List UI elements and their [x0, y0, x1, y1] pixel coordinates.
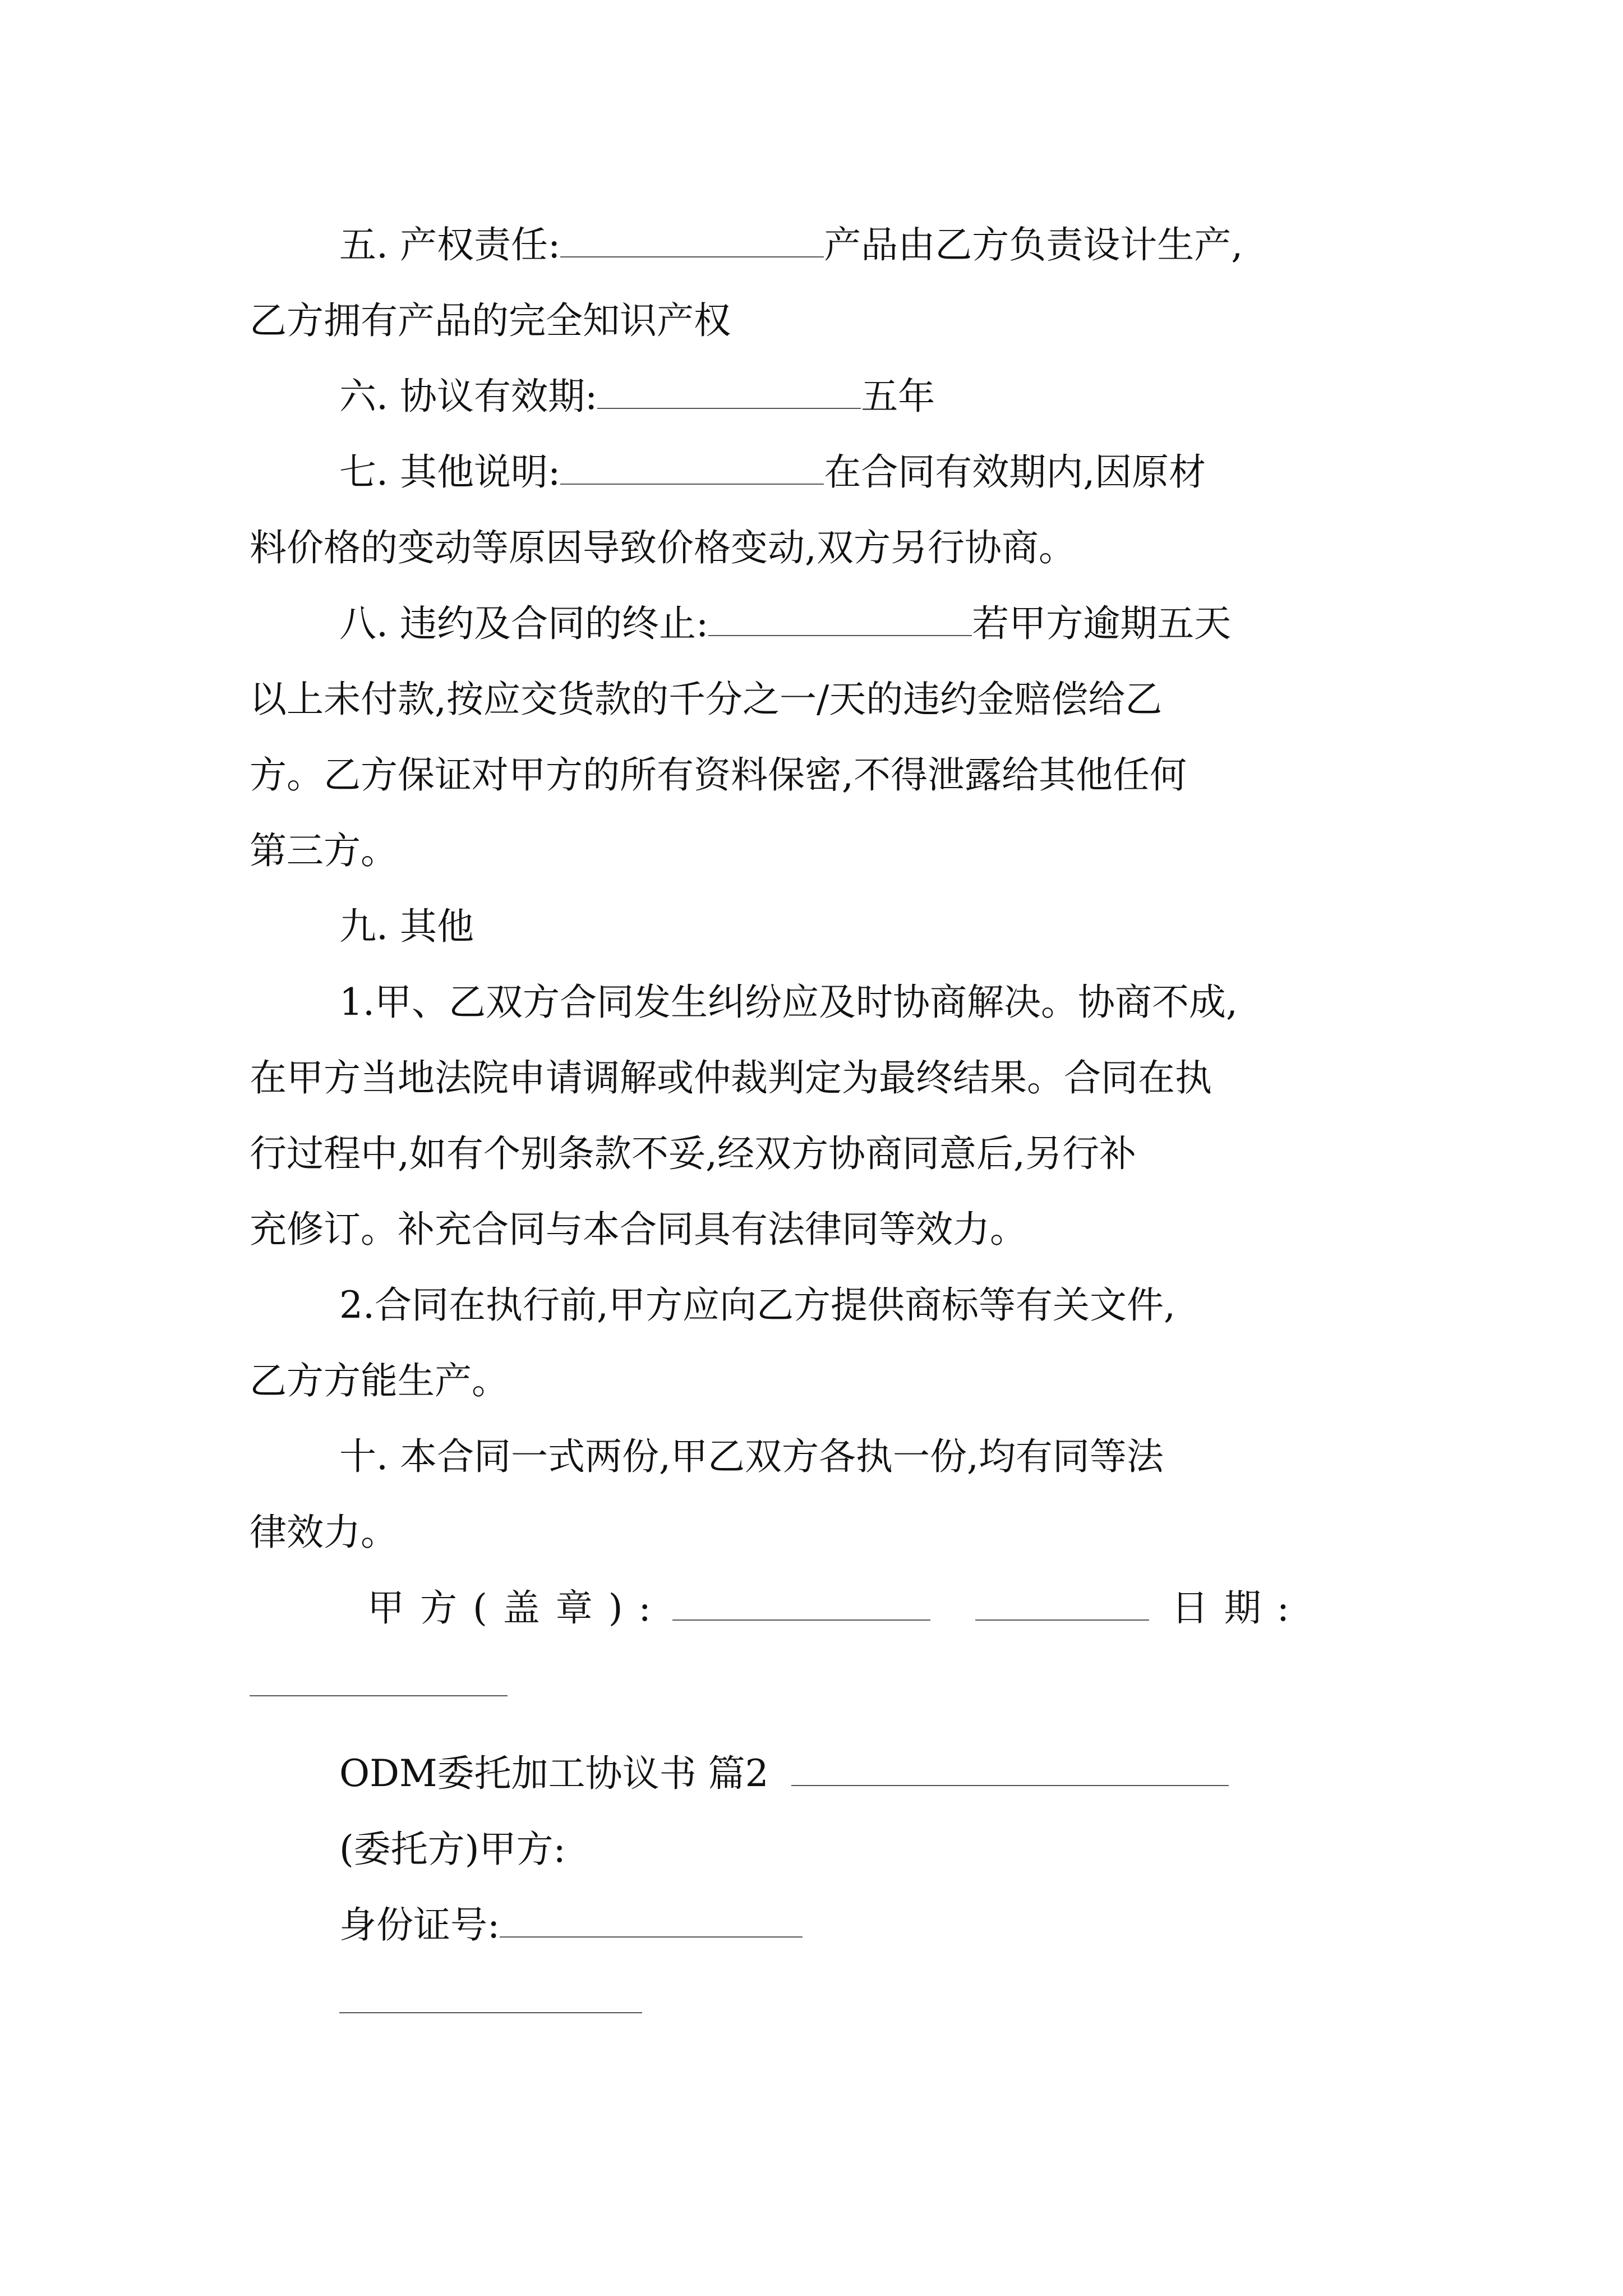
fill-blank [975, 1586, 1149, 1621]
clause-8-line-4: 第三方。 [250, 829, 398, 872]
fill-blank [597, 374, 861, 409]
party-b-signature: ODM委托加工协议书 篇2 [339, 1749, 1229, 1799]
fill-blank [672, 1586, 930, 1621]
clause-6: 六. 协议有效期: 五年 [339, 375, 935, 418]
fill-blank [965, 1751, 1229, 1786]
clause-5-line-1: 五. 产权责任: 产品由乙方负责设计生产, [339, 223, 1243, 266]
fill-blank [708, 601, 972, 636]
clause-9-1-line-4: 充修订。补充合同与本合同具有法律同等效力。 [250, 1208, 1027, 1251]
section-title: (委托方)甲方: [339, 1828, 566, 1871]
clause-7-line-1: 七. 其他说明: 在合同有效期内,因原材 [339, 450, 1206, 494]
fill-blank [791, 1751, 965, 1786]
id-number [339, 1976, 642, 2026]
fill-blank [560, 450, 824, 485]
party-a-signature: 甲方(盖章): 日期: [367, 1586, 1305, 1630]
fill-blank [500, 1903, 803, 1938]
clause-10-line-1: 十. 本合同一式两份,甲乙双方各执一份,均有同等法 [339, 1435, 1164, 1478]
clause-10-line-2: 律效力。 [250, 1511, 398, 1554]
clause-8-line-3: 方。乙方保证对甲方的所有资料保密,不得泄露给其他任何 [250, 753, 1187, 797]
clause-9-2-line-2: 乙方方能生产。 [250, 1359, 509, 1402]
party-a-date-blank [250, 1659, 508, 1709]
fill-blank [339, 1978, 642, 2013]
client-party-a: 身份证号: [339, 1900, 803, 1950]
clause-9-1-line-3: 行过程中,如有个别条款不妥,经双方协商同意后,另行补 [250, 1132, 1136, 1175]
fill-blank [560, 223, 824, 257]
clause-9-1-line-1: 1.甲、乙双方合同发生纠纷应及时协商解决。协商不成, [339, 981, 1238, 1024]
clause-5-line-2: 乙方拥有产品的完全知识产权 [250, 299, 731, 342]
fill-blank [250, 1662, 508, 1696]
clause-9-2-line-1: 2.合同在执行前,甲方应向乙方提供商标等有关文件, [339, 1283, 1175, 1327]
clause-8-line-1: 八. 违约及合同的终止: 若甲方逾期五天 [339, 602, 1232, 645]
clause-7-line-2: 料价格的变动等原因导致价格变动,双方另行协商。 [250, 526, 1076, 569]
clause-8-line-2: 以上未付款,按应交货款的千分之一/天的违约金赔偿给乙 [250, 678, 1163, 721]
clause-9-1-line-2: 在甲方当地法院申请调解或仲裁判定为最终结果。合同在执 [250, 1056, 1212, 1099]
clause-9-heading: 九. 其他 [339, 905, 474, 948]
